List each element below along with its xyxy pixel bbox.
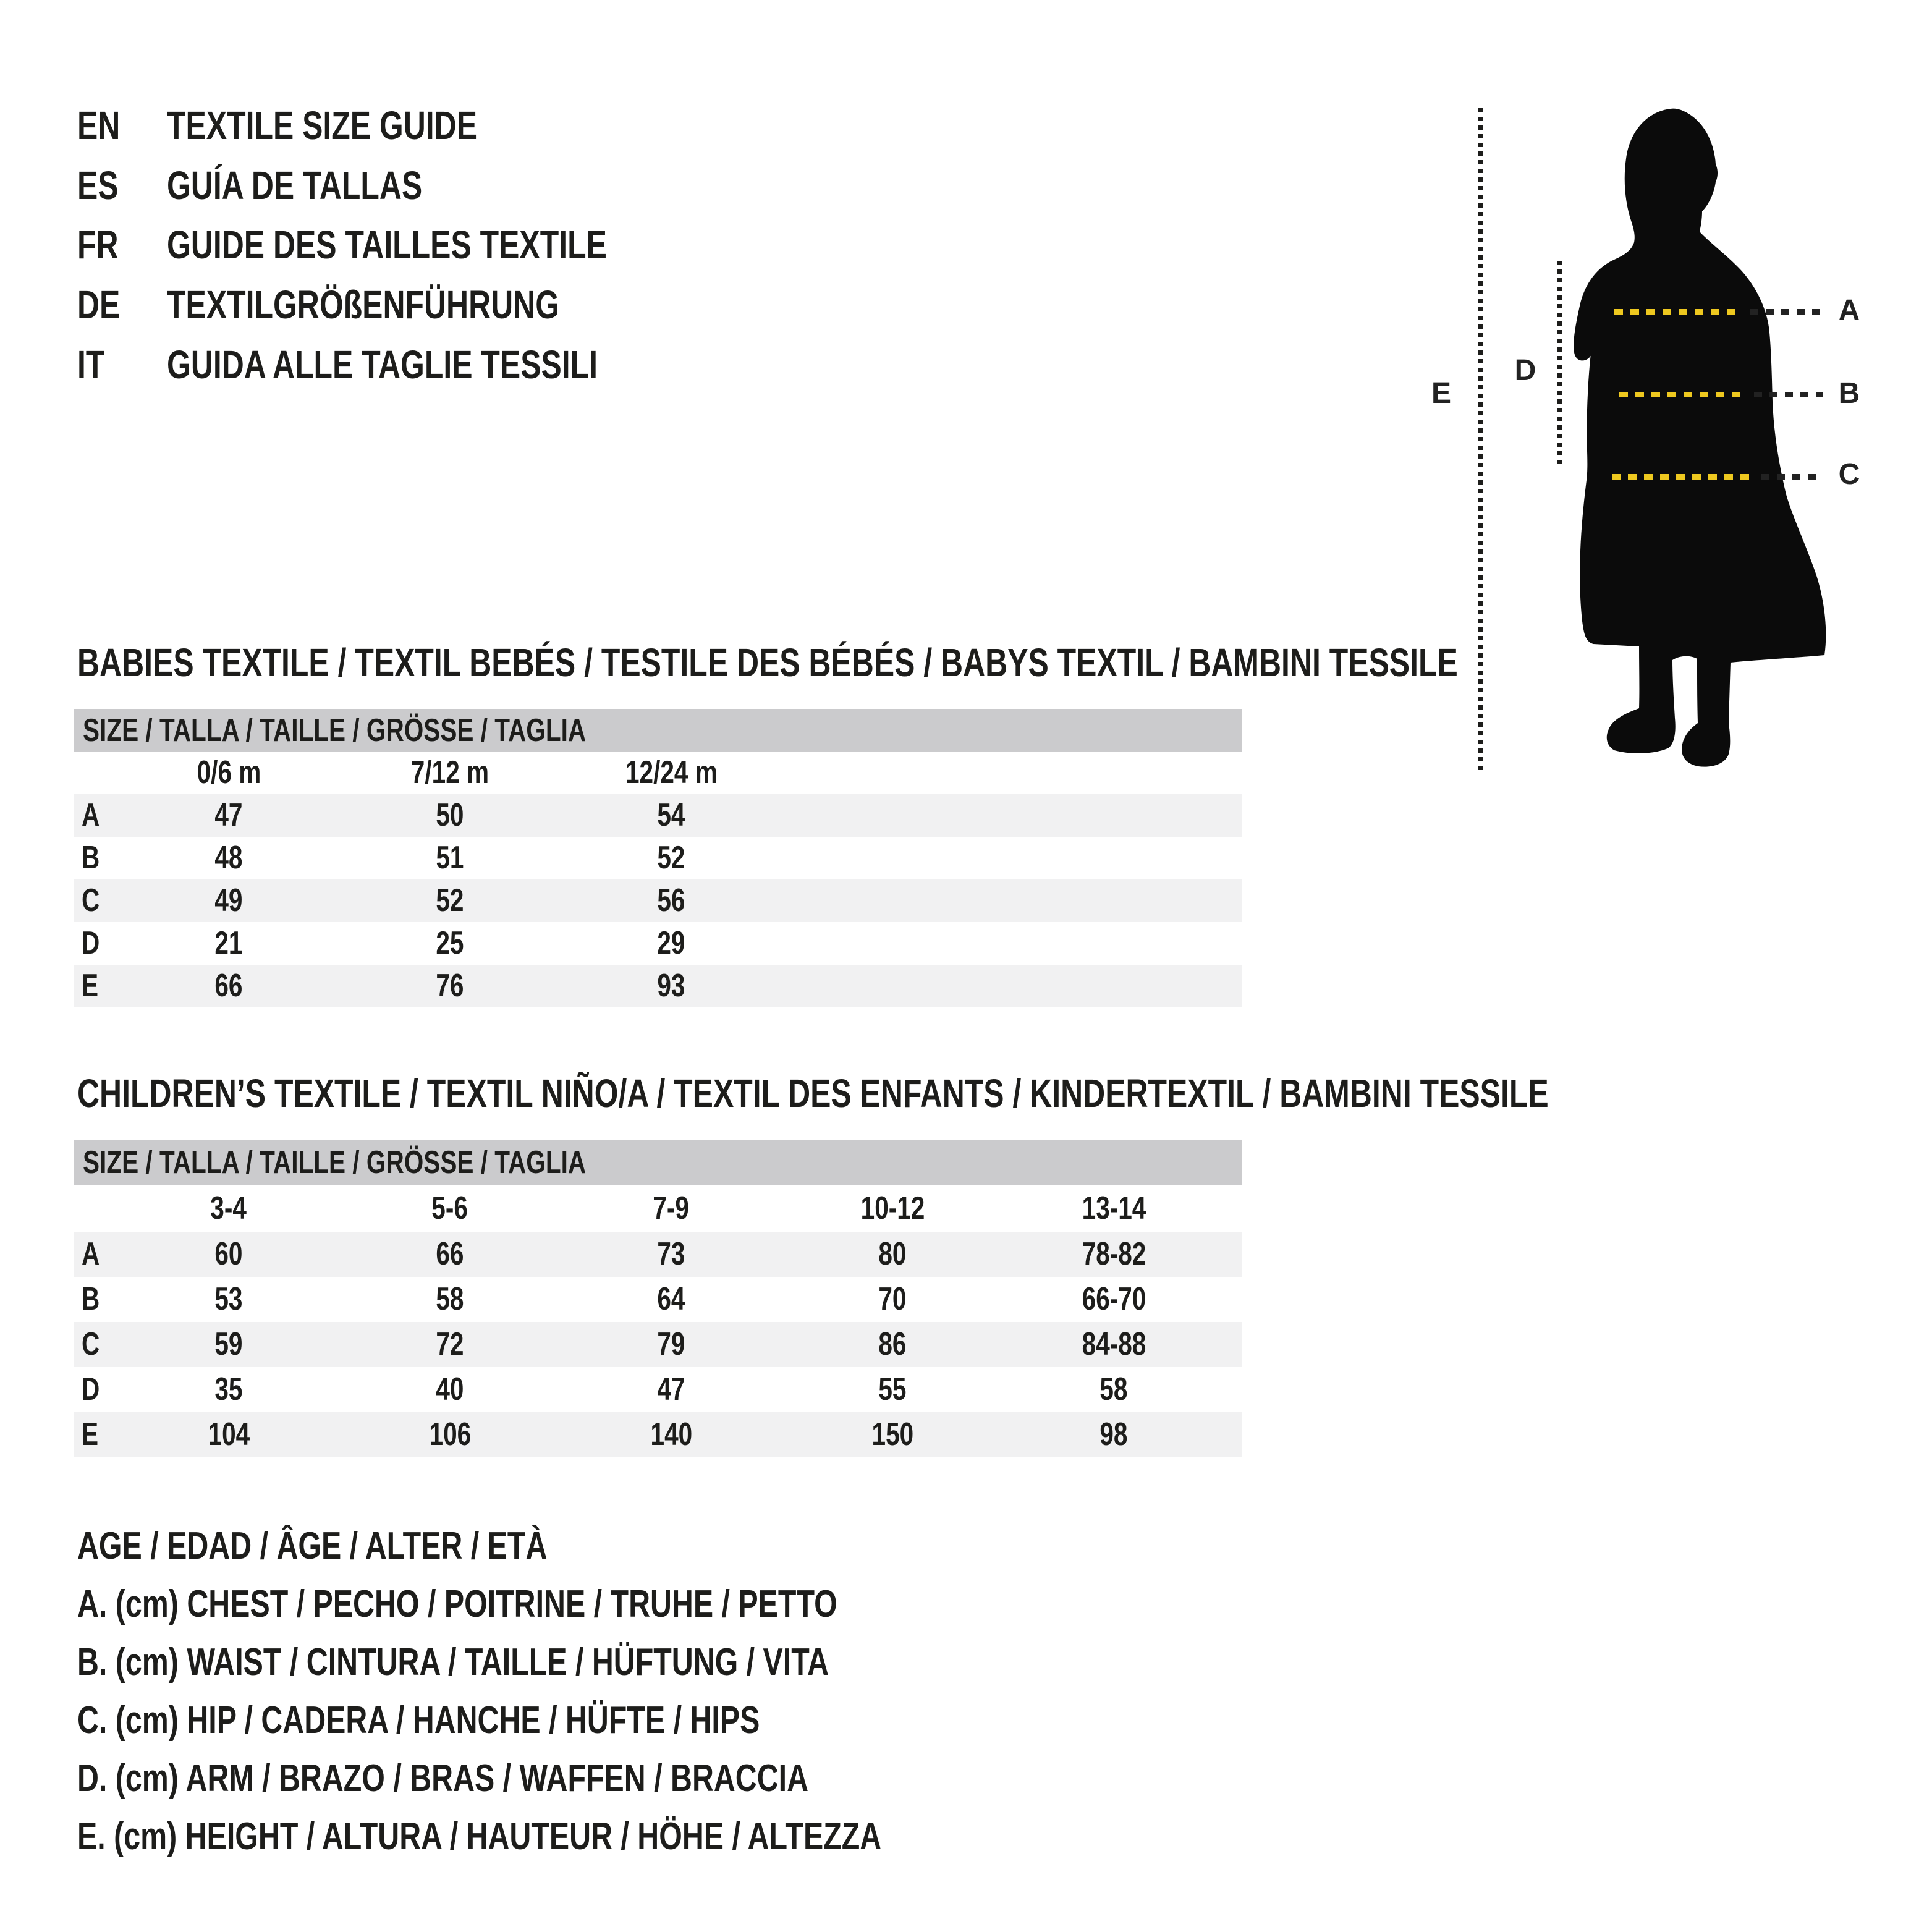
- table-cell: 80: [878, 1236, 907, 1272]
- table-cell: 29: [657, 925, 685, 961]
- label-b: B: [1838, 377, 1860, 410]
- table-cell: 52: [436, 883, 464, 918]
- babies-col-0-6m: 0/6 m: [197, 755, 261, 790]
- lang-code-de: DE: [77, 282, 121, 327]
- table-cell: 72: [436, 1326, 464, 1362]
- row-label: E: [82, 968, 99, 1004]
- babies-row-d: [74, 922, 1242, 965]
- table-cell: 66: [214, 968, 243, 1004]
- table-cell: 52: [657, 840, 685, 876]
- babies-row-a: [74, 794, 1242, 837]
- table-cell: 73: [657, 1236, 685, 1272]
- legend-waist-text: B. (cm) WAIST / CINTURA / TAILLE / HÜFTUNG / VITA: [77, 1641, 829, 1684]
- children-size-bar-text: SIZE / TALLA / TAILLE / GRÖSSE / TAGLIA: [83, 1145, 587, 1180]
- table-cell: 150: [871, 1417, 913, 1452]
- table-cell: 140: [650, 1417, 692, 1452]
- lang-code-en: EN: [77, 103, 121, 148]
- table-cell: 35: [214, 1371, 243, 1407]
- lang-title-fr: GUIDE DES TAILLES TEXTILE: [167, 222, 607, 267]
- hip-c-measure-dash: [1612, 474, 1750, 480]
- label-e: E: [1431, 377, 1451, 410]
- table-cell: 104: [208, 1417, 250, 1452]
- babies-size-bar: [74, 709, 1242, 752]
- children-column-headers: [74, 1185, 1242, 1232]
- lang-title-it: GUIDA ALLE TAGLIE TESSILI: [167, 342, 598, 387]
- legend-waist: [77, 1642, 1041, 1683]
- babies-col-7-12m: 7/12 m: [410, 755, 489, 790]
- table-cell: 60: [214, 1236, 243, 1272]
- row-label: D: [82, 1371, 100, 1407]
- table-cell: 48: [214, 840, 243, 876]
- children-col-10-12: 10-12: [860, 1190, 925, 1226]
- table-cell: 59: [214, 1326, 243, 1362]
- table-cell: 21: [214, 925, 243, 961]
- children-col-3-4: 3-4: [210, 1190, 247, 1226]
- table-cell: 79: [657, 1326, 685, 1362]
- hip-c-guide-dash: [1761, 474, 1823, 480]
- table-cell: 78-82: [1082, 1236, 1146, 1272]
- legend-height: [77, 1816, 1108, 1857]
- legend-age-text: AGE / EDAD / ÂGE / ALTER / ETÀ: [77, 1525, 548, 1567]
- row-label: B: [82, 840, 100, 876]
- children-row-a: [74, 1232, 1242, 1277]
- label-a: A: [1838, 294, 1860, 327]
- babies-col-12-24m: 12/24 m: [625, 755, 718, 790]
- table-cell: 40: [436, 1371, 464, 1407]
- children-heading-text: CHILDREN’S TEXTILE / TEXTIL NIÑO/A / TEXTIL DES ENFANTS / KINDERTEXTIL / BAMBINI TESSILE: [77, 1071, 1549, 1116]
- legend-arm: [77, 1758, 1015, 1799]
- table-cell: 50: [436, 797, 464, 833]
- lang-code-es: ES: [77, 163, 119, 208]
- table-cell: 25: [436, 925, 464, 961]
- table-cell: 49: [214, 883, 243, 918]
- table-cell: 84-88: [1082, 1326, 1146, 1362]
- table-cell: 106: [429, 1417, 471, 1452]
- label-d: D: [1514, 354, 1536, 387]
- legend-age: [77, 1526, 680, 1567]
- babies-row-b: [74, 837, 1242, 879]
- babies-row-e: [74, 965, 1242, 1007]
- table-cell: 70: [878, 1281, 907, 1317]
- table-cell: 86: [878, 1326, 907, 1362]
- children-section-heading: [77, 1073, 1932, 1114]
- babies-row-c: [74, 879, 1242, 922]
- table-cell: 47: [214, 797, 243, 833]
- legend-hip: [77, 1700, 952, 1741]
- table-cell: 58: [436, 1281, 464, 1317]
- lang-code-fr: FR: [77, 222, 119, 267]
- row-label: A: [82, 797, 100, 833]
- children-col-13-14: 13-14: [1082, 1190, 1146, 1226]
- table-cell: 47: [657, 1371, 685, 1407]
- table-cell: 66: [436, 1236, 464, 1272]
- table-cell: 54: [657, 797, 685, 833]
- lang-title-es: GUÍA DE TALLAS: [167, 163, 423, 208]
- children-row-d: [74, 1367, 1242, 1412]
- arm-d-dotted-line: [1557, 261, 1562, 465]
- row-label: C: [82, 883, 100, 918]
- babies-column-headers: [74, 750, 1242, 795]
- row-label: A: [82, 1236, 100, 1272]
- label-c: C: [1838, 458, 1860, 491]
- waist-b-measure-dash: [1619, 392, 1740, 397]
- lang-title-de: TEXTILGRÖßENFÜHRUNG: [167, 282, 560, 327]
- babies-section-heading: [77, 642, 1847, 683]
- table-cell: 53: [214, 1281, 243, 1317]
- row-label: B: [82, 1281, 100, 1317]
- legend-chest-text: A. (cm) CHEST / PECHO / POITRINE / TRUHE / PETTO: [77, 1583, 837, 1625]
- row-label: D: [82, 925, 100, 961]
- table-cell: 64: [657, 1281, 685, 1317]
- table-cell: 93: [657, 968, 685, 1004]
- row-label: C: [82, 1326, 100, 1362]
- row-label: E: [82, 1417, 99, 1452]
- table-cell: 55: [878, 1371, 907, 1407]
- legend-height-text: E. (cm) HEIGHT / ALTURA / HAUTEUR / HÖHE / ALTEZZA: [77, 1815, 882, 1858]
- chest-a-measure-dash: [1614, 309, 1741, 315]
- table-cell: 58: [1099, 1371, 1128, 1407]
- lang-code-it: IT: [77, 342, 105, 387]
- table-cell: 51: [436, 840, 464, 876]
- legend-chest: [77, 1584, 1052, 1625]
- table-cell: 98: [1099, 1417, 1128, 1452]
- children-row-c: [74, 1322, 1242, 1367]
- table-cell: 76: [436, 968, 464, 1004]
- lang-title-en: TEXTILE SIZE GUIDE: [167, 103, 478, 148]
- legend-hip-text: C. (cm) HIP / CADERA / HANCHE / HÜFTE / HIPS: [77, 1699, 760, 1742]
- table-cell: 66-70: [1082, 1281, 1146, 1317]
- children-col-5-6: 5-6: [431, 1190, 468, 1226]
- chest-a-guide-dash: [1750, 309, 1823, 315]
- waist-b-guide-dash: [1754, 392, 1823, 397]
- children-row-e: [74, 1412, 1242, 1457]
- children-col-7-9: 7-9: [653, 1190, 690, 1226]
- table-cell: 56: [657, 883, 685, 918]
- children-size-bar: [74, 1140, 1242, 1185]
- children-row-b: [74, 1277, 1242, 1322]
- babies-heading-text: BABIES TEXTILE / TEXTIL BEBÉS / TESTILE DES BÉBÉS / BABYS TEXTIL / BAMBINI TESSILE: [77, 640, 1458, 685]
- legend-arm-text: D. (cm) ARM / BRAZO / BRAS / WAFFEN / BRACCIA: [77, 1757, 809, 1800]
- babies-size-bar-text: SIZE / TALLA / TAILLE / GRÖSSE / TAGLIA: [83, 713, 587, 748]
